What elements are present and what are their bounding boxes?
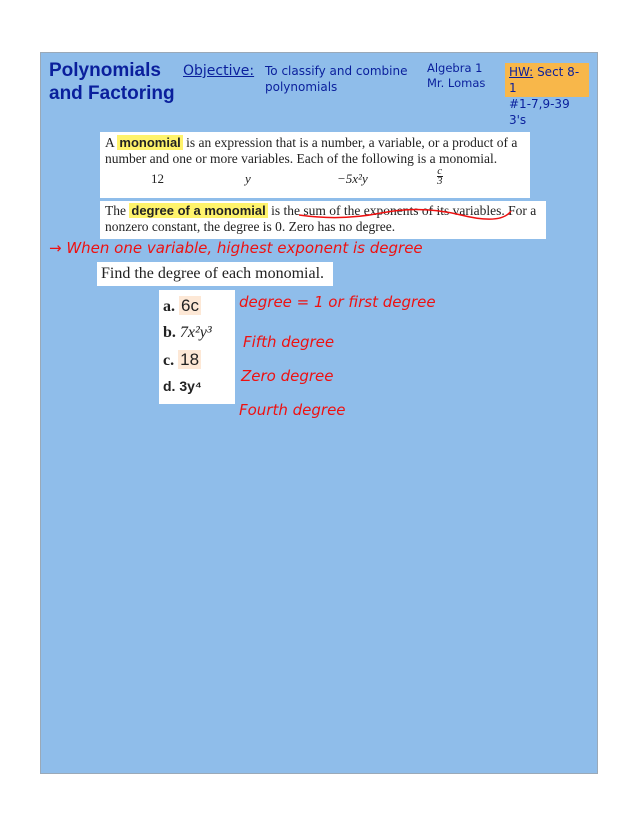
teacher-name: Mr. Lomas	[427, 76, 486, 90]
problem-label: d.	[163, 378, 176, 394]
definition-pre: A	[105, 135, 115, 150]
degree-definition-text: is the sum of the exponents of its variables. For a nonzero constant, the degree is 0. Zero has no degree.	[105, 203, 537, 234]
problem-expression: 7x²y³	[179, 324, 212, 341]
hw-problems: #1-7,9-39 3's	[509, 97, 570, 127]
objective-label: Objective:	[183, 63, 255, 79]
problem-label: c.	[163, 352, 175, 369]
answer-c: Zero degree	[241, 367, 334, 385]
answer-b: Fifth degree	[243, 333, 335, 351]
problem-expression: 6c	[181, 296, 199, 315]
example-item: 12	[151, 171, 164, 186]
fraction-numerator: c	[437, 165, 443, 177]
example-item: y	[245, 171, 251, 186]
fraction-denominator: 3	[437, 175, 443, 187]
problem-expression: 3y⁴	[179, 378, 202, 394]
definition-pre: The	[105, 203, 126, 218]
answer-a: degree = 1 or first degree	[239, 293, 436, 311]
monomial-term-highlight: monomial	[119, 135, 181, 150]
answer-d: Fourth degree	[239, 401, 346, 419]
title-line-2: and Factoring	[49, 83, 175, 104]
monomial-definition-text: is an expression that is a number, a variable, or a product of a number and one or more variables. Each of the following is a monomial.	[105, 135, 518, 166]
objective-text: To classify and combine polynomials	[265, 64, 408, 94]
hw-label: HW:	[509, 65, 534, 79]
problem-label: b.	[163, 324, 176, 341]
handwritten-note: → When one variable, highest exponent is degree	[49, 239, 423, 257]
example-item: −5x²y	[337, 171, 368, 186]
slide	[40, 52, 598, 774]
ink-strokes	[41, 53, 599, 775]
prompt: Find the degree of each monomial.	[97, 262, 333, 286]
problem-label: a.	[163, 298, 175, 315]
degree-term-highlight: degree of a monomial	[131, 203, 266, 218]
problem-expression: 18	[180, 350, 200, 369]
title-line-1: Polynomials	[49, 60, 161, 81]
hw-section: Sect 8-1	[509, 65, 580, 95]
underline-stroke	[299, 209, 511, 219]
course-name: Algebra 1	[427, 61, 483, 75]
